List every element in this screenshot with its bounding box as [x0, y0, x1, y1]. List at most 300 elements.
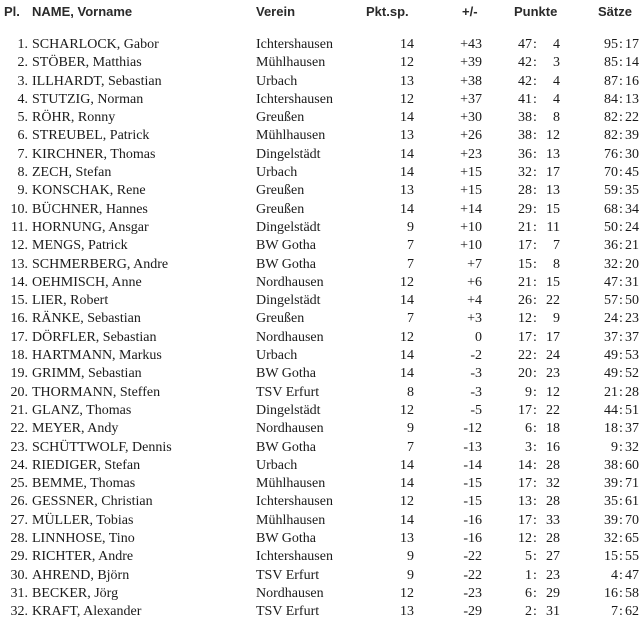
cell-points-won: 21	[518, 219, 532, 235]
cell-name: LINNHOSE, Tino	[32, 531, 135, 547]
cell-difference: -16	[463, 531, 482, 547]
sets-separator: :	[619, 311, 623, 327]
table-row	[0, 54, 640, 72]
cell-club: BW Gotha	[256, 256, 317, 272]
table-row	[0, 512, 640, 530]
cell-sets-lost: 32	[625, 439, 639, 455]
cell-sets-won: 85	[604, 55, 618, 71]
cell-name: BEMME, Thomas	[32, 476, 136, 492]
cell-difference: +10	[460, 238, 482, 254]
sets-separator: :	[619, 201, 623, 217]
cell-games-played: 14	[400, 110, 414, 126]
points-separator: :	[533, 366, 537, 382]
cell-games-played: 12	[400, 585, 414, 601]
table-row	[0, 164, 640, 182]
cell-club: Ichtershausen	[256, 494, 333, 510]
cell-name: RÖHR, Ronny	[32, 110, 116, 126]
cell-name: SCHÜTTWOLF, Dennis	[32, 439, 172, 455]
table-row	[0, 603, 640, 621]
cell-sets-won: 59	[604, 183, 618, 199]
cell-name: OEHMISCH, Anne	[32, 274, 142, 290]
cell-club: TSV Erfurt	[256, 384, 320, 400]
cell-sets-won: 32	[604, 256, 618, 272]
cell-name: KONSCHAK, Rene	[32, 183, 146, 199]
sets-separator: :	[619, 384, 623, 400]
cell-club: TSV Erfurt	[256, 604, 320, 620]
sets-separator: :	[619, 274, 623, 290]
table-row	[0, 475, 640, 493]
points-separator: :	[533, 73, 537, 89]
cell-games-played: 9	[407, 549, 414, 565]
cell-games-played: 14	[400, 37, 414, 52]
points-separator: :	[533, 512, 537, 528]
cell-rank: 27.	[10, 512, 28, 528]
cell-points-won: 12	[518, 311, 532, 327]
cell-games-played: 13	[400, 73, 414, 89]
cell-difference: +6	[467, 274, 482, 290]
table-row	[0, 219, 640, 237]
cell-points-lost: 22	[546, 402, 560, 418]
cell-club: Dingelstädt	[256, 402, 321, 418]
cell-points-won: 6	[525, 585, 532, 601]
sets-separator: :	[619, 110, 623, 126]
sets-separator: :	[619, 512, 623, 528]
cell-sets-won: 32	[604, 531, 618, 547]
points-separator: :	[533, 531, 537, 547]
cell-name: GRIMM, Sebastian	[32, 366, 142, 382]
table-row	[0, 329, 640, 347]
sets-separator: :	[619, 55, 623, 71]
cell-difference: -29	[463, 604, 482, 620]
cell-sets-lost: 55	[625, 549, 639, 565]
cell-difference: -5	[470, 402, 482, 418]
points-separator: :	[533, 128, 537, 144]
cell-rank: 30.	[10, 567, 28, 583]
cell-name: GESSNER, Christian	[32, 494, 153, 510]
sets-separator: :	[619, 128, 623, 144]
points-separator: :	[533, 37, 537, 52]
sets-separator: :	[619, 457, 623, 473]
table-row	[0, 109, 640, 127]
cell-sets-won: 4	[611, 567, 618, 583]
cell-rank: 4.	[17, 91, 28, 107]
points-separator: :	[533, 457, 537, 473]
cell-sets-won: 21	[604, 384, 618, 400]
cell-difference: +23	[460, 146, 482, 162]
cell-rank: 18.	[10, 348, 28, 364]
cell-difference: +3	[467, 311, 482, 327]
cell-difference: -16	[463, 512, 482, 528]
cell-difference: +37	[460, 91, 482, 107]
header-name: NAME, Vorname	[32, 4, 133, 19]
cell-sets-lost: 37	[625, 421, 639, 437]
points-separator: :	[533, 476, 537, 492]
cell-sets-lost: 35	[625, 183, 639, 199]
cell-name: AHREND, Björn	[32, 567, 130, 583]
points-separator: :	[533, 219, 537, 235]
cell-name: STUTZIG, Norman	[32, 91, 144, 107]
points-separator: :	[533, 494, 537, 510]
cell-points-won: 42	[518, 55, 532, 71]
points-separator: :	[533, 348, 537, 364]
cell-difference: -22	[463, 567, 482, 583]
cell-name: STREUBEL, Patrick	[32, 128, 150, 144]
cell-difference: +14	[460, 201, 482, 217]
cell-sets-lost: 62	[625, 604, 639, 620]
points-separator: :	[533, 567, 537, 583]
cell-difference: +7	[467, 256, 482, 272]
table-row	[0, 201, 640, 219]
cell-club: Mühlhausen	[256, 476, 326, 492]
points-separator: :	[533, 256, 537, 272]
cell-points-won: 12	[518, 531, 532, 547]
cell-sets-won: 87	[604, 73, 618, 89]
table-row	[0, 310, 640, 328]
cell-sets-lost: 34	[625, 201, 639, 217]
cell-sets-won: 16	[604, 585, 618, 601]
cell-sets-won: 18	[604, 421, 618, 437]
header-pl: Pl.	[4, 4, 20, 19]
cell-sets-won: 57	[604, 293, 618, 309]
cell-sets-lost: 71	[625, 476, 639, 492]
cell-rank: 6.	[17, 128, 28, 144]
points-separator: :	[533, 585, 537, 601]
cell-name: HORNUNG, Ansgar	[32, 219, 149, 235]
sets-separator: :	[619, 366, 623, 382]
sets-separator: :	[619, 146, 623, 162]
cell-club: Nordhausen	[256, 274, 324, 290]
cell-points-won: 17	[518, 238, 532, 254]
cell-name: KRAFT, Alexander	[32, 604, 142, 620]
cell-points-lost: 17	[546, 329, 560, 345]
cell-difference: +26	[460, 128, 482, 144]
points-separator: :	[533, 165, 537, 181]
cell-club: Ichtershausen	[256, 549, 333, 565]
cell-sets-lost: 14	[625, 55, 639, 71]
cell-club: BW Gotha	[256, 439, 317, 455]
cell-points-lost: 22	[546, 293, 560, 309]
sets-separator: :	[619, 329, 623, 345]
cell-games-played: 13	[400, 128, 414, 144]
cell-difference: +30	[460, 110, 482, 126]
sets-separator: :	[619, 585, 623, 601]
table-row	[0, 36, 640, 54]
cell-rank: 31.	[10, 585, 28, 601]
cell-difference: -23	[463, 585, 482, 601]
cell-games-played: 14	[400, 476, 414, 492]
cell-points-won: 3	[525, 439, 532, 455]
cell-rank: 3.	[17, 73, 28, 89]
cell-points-lost: 13	[546, 146, 560, 162]
points-separator: :	[533, 421, 537, 437]
cell-sets-lost: 47	[625, 567, 639, 583]
cell-sets-won: 36	[604, 238, 618, 254]
cell-games-played: 14	[400, 165, 414, 181]
cell-points-won: 14	[518, 457, 532, 473]
cell-name: MENGS, Patrick	[32, 238, 128, 254]
table-row	[0, 530, 640, 548]
sets-separator: :	[619, 348, 623, 364]
cell-sets-won: 70	[604, 165, 618, 181]
table-row	[0, 567, 640, 585]
cell-sets-lost: 31	[625, 274, 639, 290]
cell-club: Greußen	[256, 110, 305, 126]
points-separator: :	[533, 293, 537, 309]
cell-sets-won: 37	[604, 329, 618, 345]
cell-name: ILLHARDT, Sebastian	[32, 73, 162, 89]
cell-points-won: 42	[518, 73, 532, 89]
cell-points-lost: 4	[553, 37, 560, 52]
table-row	[0, 402, 640, 420]
cell-games-played: 8	[407, 384, 414, 400]
sets-separator: :	[619, 421, 623, 437]
table-row	[0, 457, 640, 475]
cell-club: Greußen	[256, 201, 305, 217]
table-header	[0, 2, 640, 22]
cell-name: HARTMANN, Markus	[32, 348, 162, 364]
cell-games-played: 14	[400, 293, 414, 309]
cell-rank: 25.	[10, 476, 28, 492]
cell-sets-won: 76	[604, 146, 618, 162]
cell-name: MEYER, Andy	[32, 421, 119, 437]
cell-sets-lost: 50	[625, 293, 639, 309]
cell-sets-lost: 58	[625, 585, 639, 601]
header-verein: Verein	[256, 4, 296, 19]
header-saetze: Sätze	[598, 4, 632, 19]
cell-points-won: 22	[518, 348, 532, 364]
cell-points-lost: 17	[546, 165, 560, 181]
points-separator: :	[533, 238, 537, 254]
cell-rank: 12.	[10, 238, 28, 254]
cell-rank: 11.	[11, 219, 28, 235]
cell-sets-lost: 30	[625, 146, 639, 162]
sets-separator: :	[619, 73, 623, 89]
cell-rank: 28.	[10, 531, 28, 547]
cell-games-played: 7	[407, 439, 414, 455]
points-separator: :	[533, 329, 537, 345]
cell-name: KIRCHNER, Thomas	[32, 146, 156, 162]
cell-rank: 2.	[17, 55, 28, 71]
cell-sets-won: 9	[611, 439, 618, 455]
cell-sets-lost: 22	[625, 110, 639, 126]
cell-games-played: 12	[400, 494, 414, 510]
cell-points-won: 28	[518, 183, 532, 199]
table-row	[0, 237, 640, 255]
cell-points-won: 17	[518, 476, 532, 492]
cell-points-won: 29	[518, 201, 532, 217]
cell-sets-lost: 16	[625, 73, 639, 89]
cell-points-won: 6	[525, 421, 532, 437]
sets-separator: :	[619, 238, 623, 254]
cell-difference: 0	[475, 329, 482, 345]
cell-points-won: 47	[518, 37, 532, 52]
cell-sets-won: 47	[604, 274, 618, 290]
cell-sets-lost: 17	[625, 37, 639, 52]
cell-points-lost: 28	[546, 457, 560, 473]
cell-points-lost: 33	[546, 512, 560, 528]
points-separator: :	[533, 311, 537, 327]
cell-games-played: 7	[407, 311, 414, 327]
cell-name: RICHTER, Andre	[32, 549, 134, 565]
cell-name: ZECH, Stefan	[32, 165, 112, 181]
cell-points-won: 1	[525, 567, 532, 583]
cell-games-played: 14	[400, 457, 414, 473]
cell-sets-lost: 52	[625, 366, 639, 382]
cell-sets-won: 44	[604, 402, 618, 418]
cell-games-played: 9	[407, 567, 414, 583]
cell-difference: +15	[460, 165, 482, 181]
cell-name: GLANZ, Thomas	[32, 402, 132, 418]
cell-points-won: 41	[518, 91, 532, 107]
points-separator: :	[533, 183, 537, 199]
cell-games-played: 9	[407, 421, 414, 437]
cell-sets-won: 39	[604, 476, 618, 492]
table-row	[0, 127, 640, 145]
cell-points-lost: 27	[546, 549, 560, 565]
table-row	[0, 146, 640, 164]
cell-sets-lost: 39	[625, 128, 639, 144]
cell-sets-lost: 65	[625, 531, 639, 547]
cell-name: BÜCHNER, Hannes	[32, 201, 148, 217]
cell-club: Nordhausen	[256, 421, 324, 437]
cell-games-played: 14	[400, 348, 414, 364]
cell-sets-lost: 61	[625, 494, 639, 510]
cell-points-lost: 28	[546, 531, 560, 547]
cell-name: SCHMERBERG, Andre	[32, 256, 169, 272]
cell-difference: -2	[470, 348, 482, 364]
cell-difference: +39	[460, 55, 482, 71]
cell-sets-lost: 24	[625, 219, 639, 235]
cell-club: Dingelstädt	[256, 146, 321, 162]
sets-separator: :	[619, 531, 623, 547]
cell-points-lost: 11	[546, 219, 560, 235]
cell-rank: 13.	[10, 256, 28, 272]
cell-games-played: 13	[400, 531, 414, 547]
cell-rank: 9.	[17, 183, 28, 199]
cell-sets-lost: 45	[625, 165, 639, 181]
cell-points-won: 21	[518, 274, 532, 290]
cell-games-played: 12	[400, 55, 414, 71]
table-row	[0, 420, 640, 438]
cell-sets-won: 7	[611, 604, 618, 620]
cell-points-won: 5	[525, 549, 532, 565]
cell-sets-lost: 70	[625, 512, 639, 528]
cell-points-lost: 8	[553, 256, 560, 272]
cell-sets-won: 68	[604, 201, 618, 217]
cell-points-lost: 15	[546, 274, 560, 290]
table-row	[0, 347, 640, 365]
cell-sets-won: 39	[604, 512, 618, 528]
cell-games-played: 12	[400, 329, 414, 345]
cell-club: TSV Erfurt	[256, 567, 320, 583]
sets-separator: :	[619, 165, 623, 181]
cell-sets-lost: 37	[625, 329, 639, 345]
cell-sets-won: 84	[604, 91, 618, 107]
cell-rank: 5.	[17, 110, 28, 126]
cell-club: BW Gotha	[256, 366, 317, 382]
cell-rank: 24.	[10, 457, 28, 473]
cell-sets-won: 82	[604, 110, 618, 126]
cell-name: STÖBER, Matthias	[32, 55, 142, 71]
cell-rank: 21.	[10, 402, 28, 418]
cell-sets-won: 35	[604, 494, 618, 510]
cell-difference: -15	[463, 476, 482, 492]
cell-sets-lost: 21	[625, 238, 639, 254]
cell-club: BW Gotha	[256, 531, 317, 547]
points-separator: :	[533, 110, 537, 126]
cell-sets-won: 95	[604, 37, 618, 52]
cell-sets-lost: 51	[625, 402, 639, 418]
cell-rank: 7.	[17, 146, 28, 162]
cell-name: BECKER, Jörg	[32, 585, 119, 601]
cell-points-won: 17	[518, 329, 532, 345]
cell-points-lost: 13	[546, 183, 560, 199]
cell-sets-lost: 28	[625, 384, 639, 400]
cell-rank: 15.	[10, 293, 28, 309]
cell-sets-won: 15	[604, 549, 618, 565]
sets-separator: :	[619, 494, 623, 510]
cell-name: SCHARLOCK, Gabor	[32, 37, 159, 52]
cell-points-won: 20	[518, 366, 532, 382]
sets-separator: :	[619, 549, 623, 565]
cell-points-won: 26	[518, 293, 532, 309]
sets-separator: :	[619, 293, 623, 309]
cell-points-lost: 4	[553, 73, 560, 89]
cell-points-won: 38	[518, 110, 532, 126]
cell-points-won: 17	[518, 402, 532, 418]
cell-sets-lost: 23	[625, 311, 639, 327]
cell-difference: +38	[460, 73, 482, 89]
sets-separator: :	[619, 37, 623, 52]
cell-sets-won: 38	[604, 457, 618, 473]
sets-separator: :	[619, 567, 623, 583]
points-separator: :	[533, 91, 537, 107]
cell-rank: 20.	[10, 384, 28, 400]
cell-rank: 17.	[10, 329, 28, 345]
sets-separator: :	[619, 402, 623, 418]
points-separator: :	[533, 439, 537, 455]
cell-rank: 19.	[10, 366, 28, 382]
cell-rank: 26.	[10, 494, 28, 510]
cell-club: Mühlhausen	[256, 55, 326, 71]
cell-points-lost: 24	[546, 348, 560, 364]
header-punkte: Punkte	[514, 4, 558, 19]
cell-points-lost: 32	[546, 476, 560, 492]
header-diff: +/-	[462, 4, 478, 19]
points-separator: :	[533, 549, 537, 565]
cell-points-lost: 31	[546, 604, 560, 620]
cell-sets-won: 24	[604, 311, 618, 327]
cell-club: Nordhausen	[256, 329, 324, 345]
cell-club: Urbach	[256, 348, 298, 364]
sets-separator: :	[619, 219, 623, 235]
cell-points-lost: 16	[546, 439, 560, 455]
cell-games-played: 14	[400, 201, 414, 217]
cell-rank: 1.	[17, 37, 28, 52]
table-row	[0, 274, 640, 292]
table-row	[0, 91, 640, 109]
cell-games-played: 14	[400, 146, 414, 162]
cell-sets-lost: 60	[625, 457, 639, 473]
table-row	[0, 365, 640, 383]
cell-points-lost: 9	[553, 311, 560, 327]
sets-separator: :	[619, 91, 623, 107]
cell-club: Greußen	[256, 183, 305, 199]
points-separator: :	[533, 55, 537, 71]
cell-difference: -12	[463, 421, 482, 437]
sets-separator: :	[619, 604, 623, 620]
cell-sets-lost: 20	[625, 256, 639, 272]
